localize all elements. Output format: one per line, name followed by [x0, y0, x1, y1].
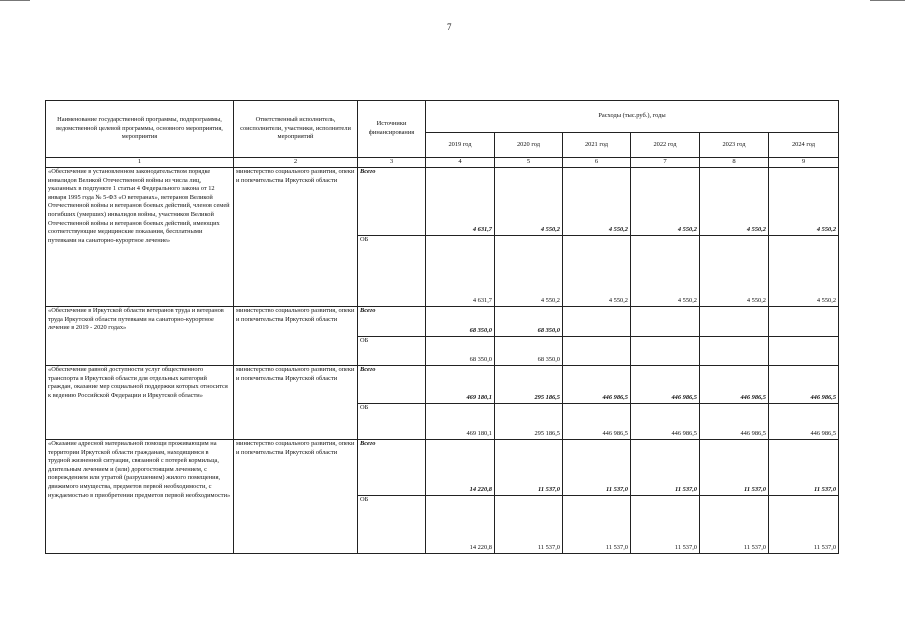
column-number: 3 — [358, 158, 426, 168]
value-ob — [769, 337, 839, 366]
column-number: 9 — [769, 158, 839, 168]
value-total: 446 986,5 — [769, 366, 839, 404]
column-number: 4 — [426, 158, 495, 168]
column-number: 2 — [234, 158, 358, 168]
source-total-label: Всего — [358, 440, 426, 496]
value-ob: 4 550,2 — [563, 236, 631, 307]
value-ob: 295 186,5 — [495, 404, 563, 440]
column-number: 1 — [46, 158, 234, 168]
expenditure-table — [45, 100, 839, 554]
value-total: 14 220,8 — [426, 440, 495, 496]
scan-edge-mark-left — [0, 0, 30, 1]
value-total: 469 180,1 — [426, 366, 495, 404]
value-ob: 68 350,0 — [426, 337, 495, 366]
value-ob: 4 550,2 — [495, 236, 563, 307]
header-year: 2020 год — [495, 133, 563, 158]
value-total: 4 631,7 — [426, 168, 495, 236]
source-total-label: Всего — [358, 307, 426, 337]
executor-name: министерство социального развития, опеки и попечительства Иркутской области — [234, 440, 358, 554]
value-ob: 4 550,2 — [631, 236, 700, 307]
source-ob-label: ОБ — [358, 236, 426, 307]
value-total — [631, 307, 700, 337]
value-total — [700, 307, 769, 337]
header-year: 2019 год — [426, 133, 495, 158]
header-executor: Ответственный исполнитель, соисполнители, участники, исполнители мероприятий — [234, 101, 358, 158]
value-total — [769, 307, 839, 337]
value-ob: 11 537,0 — [700, 496, 769, 554]
value-total: 295 186,5 — [495, 366, 563, 404]
value-total: 11 537,0 — [563, 440, 631, 496]
value-ob: 446 986,5 — [563, 404, 631, 440]
executor-name: министерство социального развития, опеки и попечительства Иркутской области — [234, 168, 358, 307]
measure-name: «Оказание адресной материальной помощи проживающим на территории Иркутской области гражданам, находящимся в трудной жизненной ситуации, связанной с потерей кормильца, длительным лечением и (или) дорогостоящим лечением, с повреждением или утратой (разрушением) жилого помещения, движимого имущества, предметов первой необходимости, с нуждаемостью в приобретении предметов первой необходимости» — [46, 440, 234, 554]
source-total-label: Всего — [358, 366, 426, 404]
value-ob — [631, 337, 700, 366]
measure-name: «Обеспечение в установленном законодательством порядке инвалидов Великой Отечественной войны из числа лиц, указанных в подпункте 1 статьи 4 Федерального закона от 12 января 1995 года № 5-ФЗ «О ветеранах», ветеранов Великой Отечественной войны и ветеранов боевых действий, членов семей погибших (умерших) инвалидов войны, участников Великой Отечественной войны и ветеранов боевых действий, имеющих соответствующие медицинские показания, бесплатными путевками на санаторно-курортное лечение» — [46, 168, 234, 307]
value-total: 4 550,2 — [631, 168, 700, 236]
executor-name: министерство социального развития, опеки и попечительства Иркутской области — [234, 307, 358, 366]
source-ob-label: ОБ — [358, 496, 426, 554]
value-total: 4 550,2 — [700, 168, 769, 236]
value-total: 446 986,5 — [631, 366, 700, 404]
value-ob: 4 631,7 — [426, 236, 495, 307]
value-ob: 11 537,0 — [563, 496, 631, 554]
value-ob: 68 350,0 — [495, 337, 563, 366]
value-total — [563, 307, 631, 337]
value-total: 446 986,5 — [563, 366, 631, 404]
value-ob: 4 550,2 — [700, 236, 769, 307]
value-total: 4 550,2 — [563, 168, 631, 236]
header-year: 2023 год — [700, 133, 769, 158]
header-year: 2022 год — [631, 133, 700, 158]
table-row — [46, 366, 839, 404]
header-year: 2021 год — [563, 133, 631, 158]
value-total: 11 537,0 — [700, 440, 769, 496]
table-row — [46, 168, 839, 236]
value-total: 11 537,0 — [631, 440, 700, 496]
column-number: 5 — [495, 158, 563, 168]
value-total: 446 986,5 — [700, 366, 769, 404]
value-ob — [563, 337, 631, 366]
value-ob: 469 180,1 — [426, 404, 495, 440]
value-ob: 14 220,8 — [426, 496, 495, 554]
source-ob-label: ОБ — [358, 404, 426, 440]
value-total: 68 350,0 — [426, 307, 495, 337]
value-ob: 446 986,5 — [769, 404, 839, 440]
header-program-name: Наименование государственной программы, подпрограммы, ведомственной целевой программы, основного мероприятия, мероприятия — [46, 101, 234, 158]
value-total: 4 550,2 — [495, 168, 563, 236]
value-total: 4 550,2 — [769, 168, 839, 236]
value-ob: 446 986,5 — [631, 404, 700, 440]
executor-name: министерство социального развития, опеки и попечительства Иркутской области — [234, 366, 358, 440]
header-expenses: Расходы (тыс.руб.), годы — [426, 101, 839, 133]
value-ob — [700, 337, 769, 366]
column-number: 7 — [631, 158, 700, 168]
value-ob: 4 550,2 — [769, 236, 839, 307]
table-row — [46, 440, 839, 496]
scan-edge-mark-right — [870, 0, 905, 1]
value-total: 68 350,0 — [495, 307, 563, 337]
measure-name: «Обеспечение в Иркутской области ветеранов труда и ветеранов труда Иркутской области путевками на санаторно-курортное лечение в 2019 - 2020 годах» — [46, 307, 234, 366]
value-ob: 446 986,5 — [700, 404, 769, 440]
value-ob: 11 537,0 — [495, 496, 563, 554]
value-total: 11 537,0 — [769, 440, 839, 496]
source-ob-label: ОБ — [358, 337, 426, 366]
header-funding-sources: Источники финансирования — [358, 101, 426, 158]
source-total-label: Всего — [358, 168, 426, 236]
value-ob: 11 537,0 — [631, 496, 700, 554]
column-number: 8 — [700, 158, 769, 168]
value-total: 11 537,0 — [495, 440, 563, 496]
value-ob: 11 537,0 — [769, 496, 839, 554]
measure-name: «Обеспечение равной доступности услуг общественного транспорта в Иркутской области для отдельных категорий граждан, оказание мер социальной поддержки которых относится к ведению Российской Федерации и Иркутской области» — [46, 366, 234, 440]
column-number: 6 — [563, 158, 631, 168]
page-number: 7 — [447, 22, 452, 32]
header-year: 2024 год — [769, 133, 839, 158]
table-row — [46, 307, 839, 337]
